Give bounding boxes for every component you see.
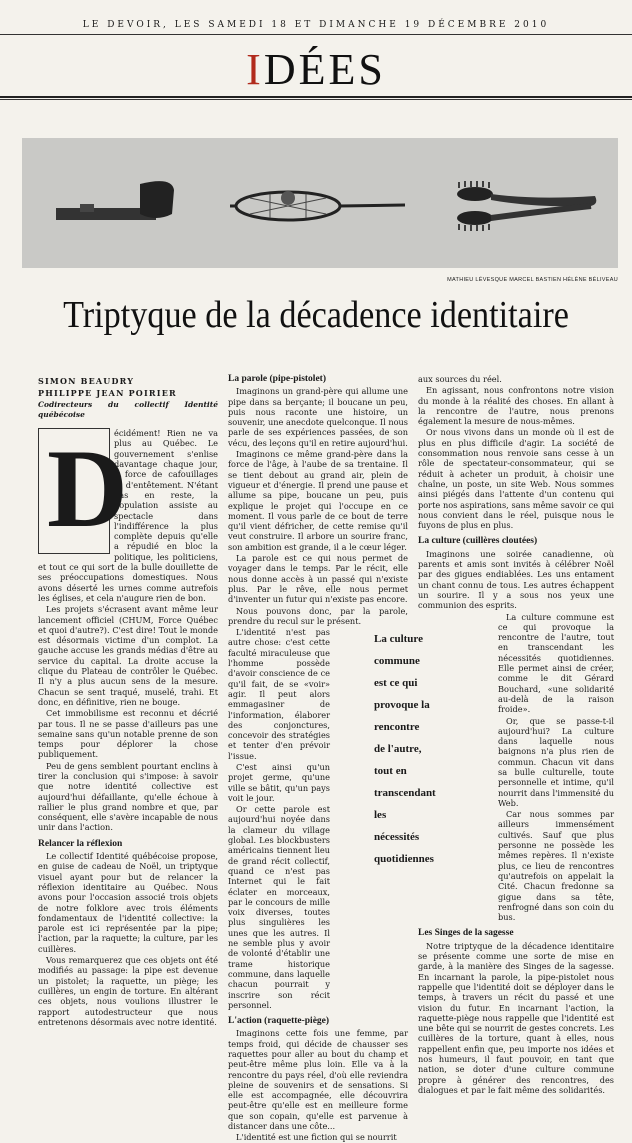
- paragraph: Le collectif Identité québécoise propose, en guise de cadeau de Noël, un triptyque visuel ayant pour but de relancer la réflexion identitaire au Québec. Nous avons pour l'occasion associé trois objets de notre folklore avec trois éléments fondamentaux de l'identité collective: la parole est ici représentée par la pipe; l'action, par la raquette; la culture, par les cuillères.: [38, 851, 218, 954]
- paragraph: Nous pouvons donc, par la parole, prendre du recul sur le présent.: [228, 605, 408, 626]
- column-1: [38, 374, 218, 1027]
- paragraph: Or cette parole est aujourd'hui noyée dans la clameur du village global. Les blockbusters américains tiennent lieu de grand récit collectif, quand ce n'est pas Internet qui le fait éclater en morceaux, par le concours de mille voix diverses, toutes plus singulières les unes que les autres. Il ne semble plus y avoir de volonté d'établir une trame historique commune, dans laquelle chacun pourrait y inscrire son récit personnel.: [228, 804, 330, 1010]
- author-affiliation: Codirecteurs du collectif Identité québécoise: [38, 399, 218, 419]
- paragraph: Peu de gens semblent pourtant enclins à tirer la conclusion qui s'impose: à savoir que notre identité collective est aujourd'hui défaillante, qu'elle échoue à rallier le plus grand nombre et que, par conséquent, elle s'avère incapable de nous unir dans l'action.: [38, 760, 218, 833]
- pull-quote-line: tout en: [374, 765, 407, 777]
- pull-quote-line: quotidiennes: [374, 853, 434, 865]
- drop-cap-box: [38, 427, 128, 554]
- paragraph: L'identité est une fiction qui se nourrit: [236, 1132, 397, 1143]
- headline: Triptyque de la décadence identitaire: [63, 294, 569, 336]
- pull-quote-line: est ce qui: [374, 677, 418, 689]
- pull-quote-line: les: [374, 809, 387, 821]
- paragraph: Notre triptyque de la décadence identitaire se présente comme une sorte de mise en garde, à la manière des Singes de la sagesse. En incarnant la parole, la pipe-pistolet nous rappelle que l'identité doit se déployer dans le temps, à travers un récit du passé et une vision du futur. En incarnant l'action, la raquette-piège nous rappelle que l'identité est une bête qui se nourrit de gestes concrets. Les cuillères de la torture, quant à elles, nous rappellent enfin que, peu importe nos idées et nos humeurs, il faut pouvoir, en tant que nation, se doter d'une culture commune propre à générer des rencontres, des dialogues et par le fait même des solidarités.: [418, 940, 614, 1095]
- author-1: SIMON BEAUDRY: [38, 376, 135, 386]
- section-title-rest: DÉES: [263, 45, 386, 94]
- paragraph: Imaginons ce même grand-père dans la force de l'âge, à l'aube de sa trentaine. Il se tient debout au grand air, plein de vigueur et d'énergie. Il prend une pause et allume sa pipe, boucane un peu, puis explique le projet qui l'occupe en ce moment. Il vous parle de ce bout de terre qu'il vient défricher, de cette remise qu'il veut construire. Il arbore un sourire franc, son ambition est grande, il a le cœur léger.: [228, 449, 408, 552]
- paragraph: Or nous vivons dans un monde où il est de plus en plus difficile d'agir. La société de consommation nous renvoie sans cesse à un rôle de spectateur-consommateur, qui se réduit à acheter un produit, à choisir une chaîne, un poste, un site Web. Nous sommes ainsi piégés dans l'attente d'un contenu qui porte nos aspirations, sans même savoir ce qui nous convient dans le réel, puisque nous le fuyons de plus en plus.: [418, 427, 614, 531]
- pull-quote-line: nécessités: [374, 831, 420, 843]
- section-title: [0, 44, 632, 95]
- paragraph: La culture commune est ce qui provoque la rencontre de l'autre, tout en transcendant les nécessités quotidiennes. Elle permet ainsi de créer, comme le dit Gérard Bouchard, «une solidarité au-delà de la raison froide».: [498, 611, 614, 715]
- subhead-culture: La culture (cuillères cloutées): [418, 536, 538, 547]
- paragraph: Imaginons cette fois une femme, par temps froid, qui décide de chausser ses raquettes pour aller au bout du champ et peut-être même plus loin. Elle va à la rencontre du pays réel, d'où elle reviendra pleine de souvenirs et de sensations. Si elle est accompagnée, elle découvrira peut-être qu'elle est en meilleure forme que son copain, qu'elle est parvenue à distancer dans une côte...: [228, 1028, 408, 1132]
- subhead-action: L'action (raquette-piège): [228, 1016, 330, 1027]
- photo-credits: MATHIEU LÉVESQUE MARCEL BASTIEN HÉLÈNE BÉLIVEAU: [447, 277, 618, 283]
- section-rule: [0, 96, 632, 98]
- paragraph: Car nous sommes par ailleurs immensément cultivés. Sauf que plus personne ne possède les mêmes repères. Il n'existe plus, ce lieu de rencontres qu'autrefois on appelait la Cité. Chacun fredonne sa gigue dans sa tête, renfrogné dans son coin du bus.: [498, 809, 614, 923]
- paragraph: Cet immobilisme est reconnu et décrié par tous. Il ne se passe d'ailleurs pas une semaine sans qu'un notable prenne de son temps pour déplorer la chose publiquement.: [38, 708, 218, 760]
- paragraph: Or, que se passe-t-il aujourd'hui? La culture dans laquelle nous baignons n'a plus rien de commun. Chacun vit dans sa bulle culturelle, toute personnelle et intime, qu'il nourrit dans l'immensité du Web.: [498, 715, 614, 808]
- paragraph: La parole est ce qui nous permet de voyager dans le temps. Par le récit, elle nous donne accès à un passé qui n'existe plus. Par le rêve, elle nous permet d'inventer un futur qui n'existe pas encore.: [228, 553, 408, 605]
- section-title-initial: I: [246, 45, 264, 94]
- pull-quote-line: rencontre: [374, 721, 420, 733]
- pull-quote-line: commune: [374, 655, 420, 667]
- pull-quote-line: La culture: [374, 633, 423, 645]
- masthead: LE DEVOIR, LES SAMEDI 18 ET DIMANCHE 19 DÉCEMBRE 2010: [82, 20, 550, 30]
- drop-cap: D: [47, 427, 128, 552]
- paragraph: L'identité n'est pas autre chose: c'est cette faculté miraculeuse que l'homme possède d'avoir conscience de ce qu'il fait, de se «voir» agir. Il peut alors emmagasiner de l'information, élaborer des conjonctures, concevoir des stratégies et tenter d'en prévoir l'issue.: [228, 627, 330, 761]
- column-3: [418, 374, 614, 1095]
- paragraph: En agissant, nous confrontons notre vision du monde à la réalité des choses. En allant à la rencontre de l'autre, nous prenons également la mesure de nous-mêmes.: [418, 385, 614, 427]
- top-rule: [0, 34, 632, 35]
- pull-quote-line: transcendant: [374, 787, 436, 799]
- paragraph: Imaginons un grand-père qui allume une pipe dans sa berçante; il boucane un peu, puis nous raconte une histoire, un souvenir, une anecdote quelconque. Il nous parle de ses expériences passées, de son vécu, des leçons qu'il en retire aujourd'hui.: [228, 386, 408, 448]
- subhead-relancer: Relancer la réflexion: [38, 838, 123, 849]
- lead-paragraph: écidément! Rien ne va plus au Québec. Le gouvernement s'enlise davantage chaque jour, à force de cafouillages et d'entêtement. N'étant pas en reste, la population assiste au spectacle dans l'indifférence la plus complète depuis qu'elle a répudié en bloc la politique, les politiciens, et tout ce qui sort de la bulle douillette de ses préoccupations domestiques. Nous avons déserté les urnes comme autrefois les églises, et cela n'augure rien de bon.: [38, 428, 218, 603]
- paragraph: C'est ainsi qu'un projet germe, qu'une ville se bâtit, qu'un pays voit le jour.: [228, 761, 330, 803]
- paragraph: aux sources du réel.: [418, 374, 502, 384]
- paragraph: Imaginons une soirée canadienne, où parents et amis sont invités à célébrer Noël par des gigues endiablées. Les uns entament un chant connu de tous. Les autres échappent un sourire. Il y a sous nos yeux une communion des esprits.: [418, 548, 614, 611]
- pipe-pistol-photo: [22, 138, 210, 268]
- snowshoe-trap-photo: [210, 138, 415, 268]
- author-2: PHILIPPE JEAN POIRIER: [38, 388, 177, 399]
- paragraph: Vous remarquerez que ces objets ont été modifiés au passage: la pipe est devenue un pistolet; la raquette, un piège; les cuillères, un engin de torture. En altérant ces objets, nous voulions illustrer le rapport autodestructeur que nous entretenons désormais avec notre identité.: [38, 955, 218, 1027]
- section-rule-thin: [0, 99, 632, 100]
- subhead-singes: Les Singes de la sagesse: [418, 928, 514, 939]
- paragraph: Les projets s'écrasent avant même leur lancement officiel (CHUM, Force Québec et quoi d'autre?). C'est dire! Tout le monde est désormais victime d'un complot. La gauche accuse les grands médias d'être au service du capital. La droite accuse la clique du Plateau de contrôler le Québec. Il n'y a plus aucun sens de la mesure. Chacun se sent traqué, muselé, trahi. Et donc, en définitive, rien ne bouge.: [38, 604, 218, 707]
- pull-quote-line: de l'autre,: [374, 743, 422, 755]
- studded-spoons-photo: [415, 138, 618, 268]
- subhead-parole: La parole (pipe-pistolet): [228, 374, 326, 384]
- pull-quote-line: provoque la: [374, 699, 430, 711]
